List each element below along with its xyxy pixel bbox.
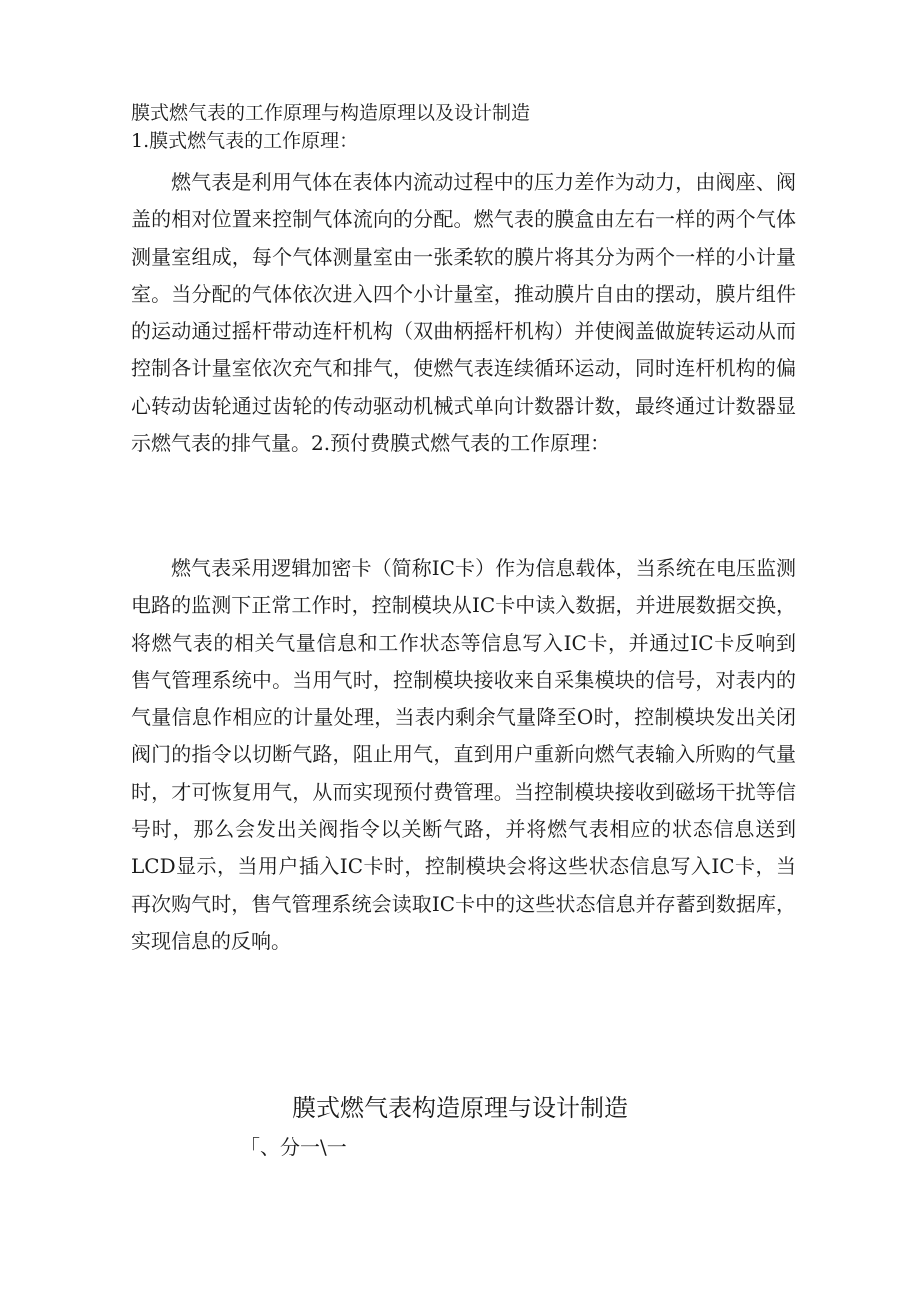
paragraph-1: 燃气表是利用气体在表体内流动过程中的压力差作为动力，由阀座、阀盖的相对位置来控制气体流向的分配。燃气表的膜盒由左右一样的两个气体测量室组成，每个气体测量室由一张柔软的膜片将其分为两个一样的小计量室。当分配的气体依次进入四个小计量室，推动膜片自由的摆动，膜片组件的运动通过摇杆带动连杆机构（双曲柄摇杆机构）并使阀盖做旋转运动从而控制各计量室依次充气和排气，使燃气表连续循环运动，同时连杆机构的偏心转动齿轮通过齿轮的传动驱动机械式单向计数器计数，最终通过计数器显示燃气表的排气量。2.预付费膜式燃气表的工作原理： — [131, 170, 796, 456]
text-fragment: 「、分一\一 — [240, 1135, 347, 1159]
document-title: 膜式燃气表的工作原理与构造原理以及设计制造 — [131, 102, 531, 124]
section-title: 膜式燃气表构造原理与设计制造 — [292, 1094, 628, 1122]
section-heading-1: 1.膜式燃气表的工作原理： — [131, 130, 359, 152]
paragraph-2: 燃气表采用逻辑加密卡（简称IC卡）作为信息载体，当系统在电压监测电路的监测下正常工作时，控制模块从IC卡中读入数据，并进展数据交换，将燃气表的相关气量信息和工作状态等信息写入IC卡，并通过IC卡反响到售气管理系统中。当用气时，控制模块接收来自采集模块的信号，对表内的气量信息作相应的计量处理，当表内剩余气量降至O时，控制模块发出关闭阀门的指令以切断气路，阻止用气，直到用户重新向燃气表输入所购的气量时，才可恢复用气，从而实现预付费管理。当控制模块接收到磁场干扰等信号时，那么会发出关阀指令以关断气路，并将燃气表相应的状态信息送到LCD显示，当用户插入IC卡时，控制模块会将这些状态信息写入IC卡，当再次购气时，售气管理系统会读取IC卡中的这些状态信息并存蓄到数据库，实现信息的反响。 — [131, 556, 796, 953]
